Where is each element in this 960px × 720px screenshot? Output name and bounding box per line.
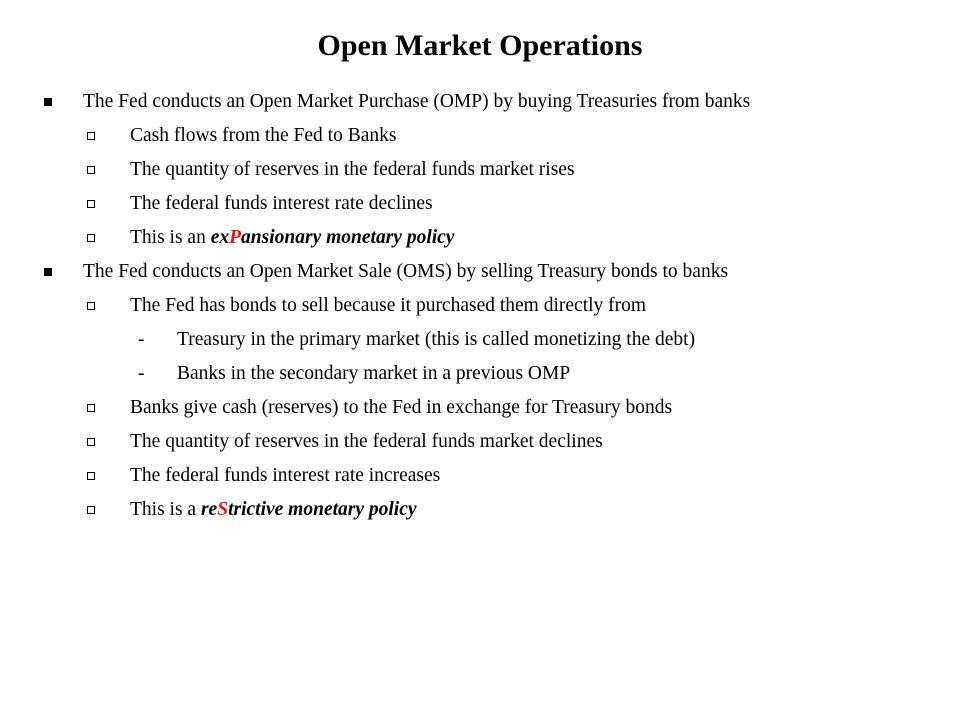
policy-prefix: This is an bbox=[130, 227, 211, 248]
policy-emphasis-start: re bbox=[200, 499, 218, 520]
sub-sub-bullet bbox=[0, 323, 960, 357]
bullet-omp bbox=[0, 85, 960, 119]
sub-bullet-policy-restrictive bbox=[0, 493, 960, 527]
hollow-square-bullet-icon bbox=[87, 302, 95, 310]
sub-bullet-text: The Fed has bonds to sell because it purchased them directly from bbox=[130, 295, 647, 316]
sub-sub-bullet bbox=[0, 357, 960, 391]
square-bullet-icon bbox=[44, 268, 52, 276]
dash-bullet: - bbox=[138, 363, 145, 384]
sub-bullet-policy-expansionary bbox=[0, 221, 960, 255]
sub-bullet bbox=[0, 425, 960, 459]
sub-bullet bbox=[0, 289, 960, 323]
policy-accent-letter: P bbox=[229, 227, 242, 248]
policy-emphasis-end: ansionary monetary policy bbox=[241, 227, 455, 248]
bullet-text: The Fed conducts an Open Market Sale (OMS) by selling Treasury bonds to banks bbox=[83, 261, 729, 282]
policy-accent-letter: S bbox=[217, 499, 229, 520]
policy-prefix: This is a bbox=[130, 499, 201, 520]
sub-bullet-text: The federal funds interest rate increases bbox=[130, 465, 441, 486]
hollow-square-bullet-icon bbox=[87, 166, 95, 174]
slide-title: Open Market Operations bbox=[317, 29, 643, 62]
sub-sub-bullet-text: Treasury in the primary market (this is called monetizing the debt) bbox=[177, 329, 696, 350]
sub-bullet-text bbox=[130, 493, 417, 527]
sub-bullet bbox=[0, 153, 960, 187]
sub-bullet-text: The federal funds interest rate declines bbox=[130, 193, 433, 214]
sub-bullet-text: Cash flows from the Fed to Banks bbox=[130, 125, 397, 146]
square-bullet-icon bbox=[44, 98, 52, 106]
sub-bullet-text: The quantity of reserves in the federal funds market declines bbox=[130, 431, 603, 452]
sub-bullet bbox=[0, 187, 960, 221]
sub-bullet-text: The quantity of reserves in the federal funds market rises bbox=[130, 159, 575, 180]
sub-sub-bullet-text: Banks in the secondary market in a previous OMP bbox=[177, 363, 571, 384]
sub-bullet bbox=[0, 391, 960, 425]
hollow-square-bullet-icon bbox=[87, 472, 95, 480]
sub-bullet bbox=[0, 119, 960, 153]
bullet-text: The Fed conducts an Open Market Purchase (OMP) by buying Treasuries from banks bbox=[83, 91, 751, 112]
policy-emphasis-start: ex bbox=[210, 227, 230, 248]
hollow-square-bullet-icon bbox=[87, 200, 95, 208]
dash-bullet: - bbox=[138, 329, 145, 350]
bullet-oms bbox=[0, 255, 960, 289]
bullet-list bbox=[0, 85, 960, 527]
sub-bullet bbox=[0, 459, 960, 493]
sub-bullet-text: Banks give cash (reserves) to the Fed in exchange for Treasury bonds bbox=[130, 397, 673, 418]
hollow-square-bullet-icon bbox=[87, 506, 95, 514]
hollow-square-bullet-icon bbox=[87, 404, 95, 412]
policy-emphasis-end: trictive monetary policy bbox=[228, 499, 417, 520]
hollow-square-bullet-icon bbox=[87, 132, 95, 140]
hollow-square-bullet-icon bbox=[87, 438, 95, 446]
hollow-square-bullet-icon bbox=[87, 234, 95, 242]
sub-bullet-text bbox=[130, 221, 454, 255]
